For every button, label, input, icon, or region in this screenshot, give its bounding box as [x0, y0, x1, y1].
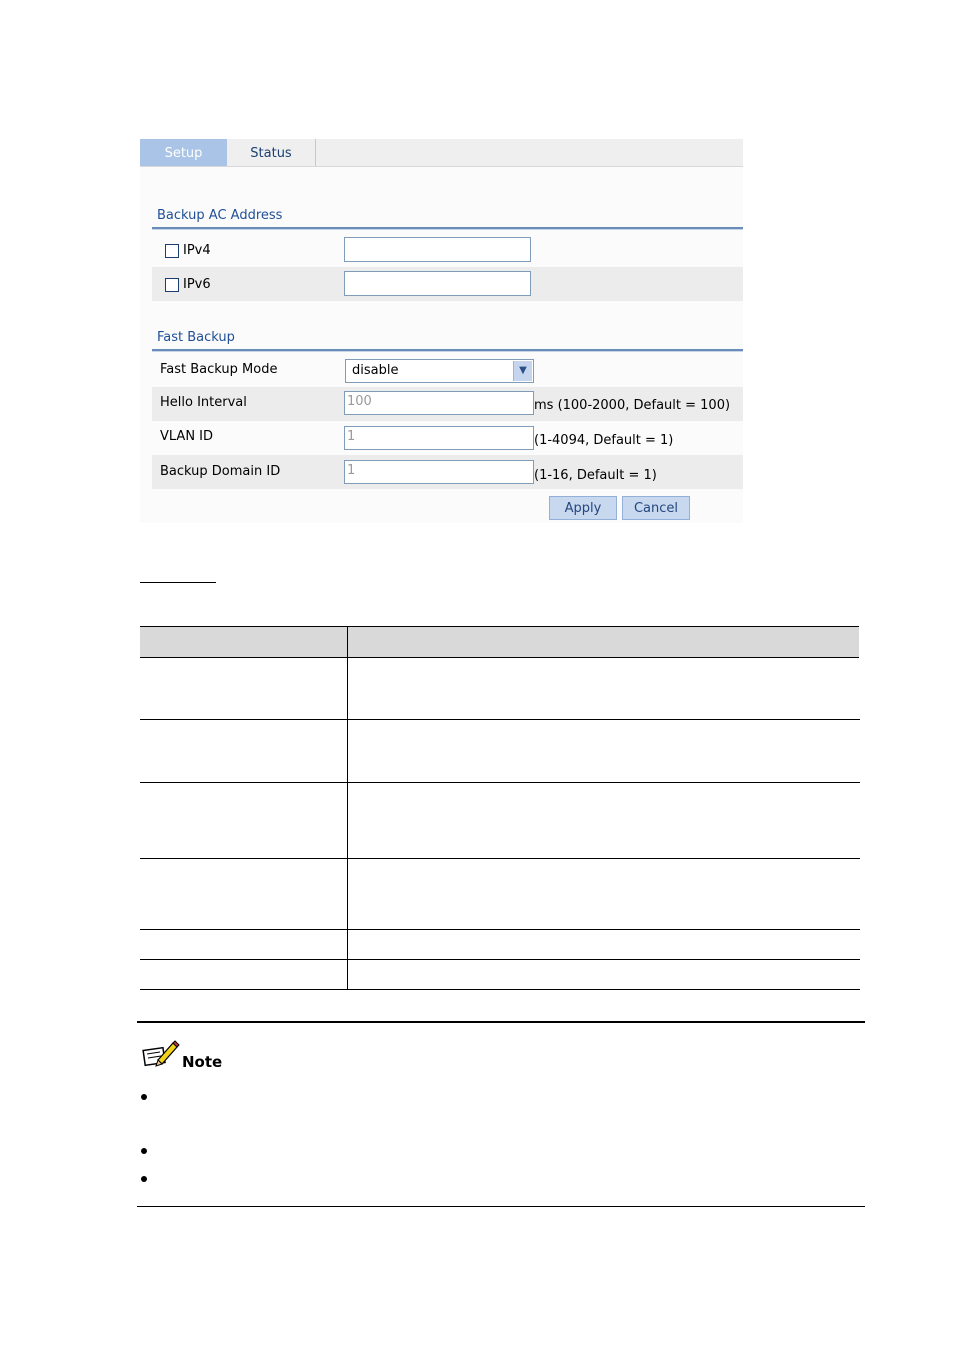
bullet-icon — [141, 1094, 147, 1100]
tab-status[interactable]: Status — [227, 139, 316, 166]
backup-ac-address-title: Backup AC Address — [157, 208, 283, 223]
fast-backup-title: Fast Backup — [157, 330, 235, 345]
bullet-icon — [141, 1176, 147, 1182]
fast-backup-mode-select[interactable] — [345, 359, 534, 383]
note-pencil-icon — [142, 1040, 180, 1070]
tab-bar — [140, 139, 743, 167]
ipv6-address-input[interactable] — [344, 271, 531, 296]
hello-interval-row — [152, 387, 743, 421]
fast-backup-mode-value: disable — [352, 363, 399, 378]
vlan-id-input[interactable]: 1 — [344, 426, 534, 450]
table-column-divider — [347, 657, 348, 989]
ipv6-checkbox[interactable] — [165, 278, 179, 292]
section-divider — [152, 227, 743, 230]
ipv6-label: IPv6 — [183, 277, 211, 292]
vlan-id-label: VLAN ID — [160, 429, 214, 444]
hello-interval-input[interactable]: 100 — [344, 391, 534, 415]
note-top-rule — [137, 1021, 865, 1023]
cancel-button[interactable]: Cancel — [622, 496, 690, 520]
backup-domain-id-label: Backup Domain ID — [160, 464, 281, 479]
table-row-separator — [140, 959, 860, 960]
vlan-id-hint: (1-4094, Default = 1) — [534, 433, 674, 448]
section-divider — [152, 349, 743, 352]
ipv4-address-input[interactable] — [344, 237, 531, 262]
tab-setup[interactable]: Setup — [140, 139, 227, 166]
hello-interval-hint: ms (100-2000, Default = 100) — [534, 398, 731, 413]
table-row-separator — [140, 929, 860, 930]
hello-interval-label: Hello Interval — [160, 395, 247, 410]
ipv4-label: IPv4 — [183, 243, 211, 258]
vlan-id-row — [152, 421, 743, 455]
note-label: Note — [182, 1053, 223, 1071]
chevron-down-icon[interactable]: ▼ — [513, 361, 532, 381]
table-row-separator — [140, 719, 860, 720]
apply-button[interactable]: Apply — [549, 496, 617, 520]
table-header — [140, 626, 859, 658]
table-row-separator — [140, 782, 860, 783]
table-column-divider — [347, 626, 348, 657]
table-row-separator — [140, 858, 860, 859]
backup-domain-id-hint: (1-16, Default = 1) — [534, 468, 657, 483]
ipv4-checkbox[interactable] — [165, 244, 179, 258]
backup-domain-id-row — [152, 455, 743, 489]
ipv6-row — [152, 267, 743, 301]
backup-domain-id-input[interactable]: 1 — [344, 460, 534, 484]
caption-underline — [140, 582, 216, 583]
bullet-icon — [141, 1148, 147, 1154]
ipv4-row — [152, 233, 743, 267]
fast-backup-mode-label: Fast Backup Mode — [160, 362, 278, 377]
note-bottom-rule — [137, 1206, 865, 1207]
table-bottom-border — [140, 989, 860, 990]
